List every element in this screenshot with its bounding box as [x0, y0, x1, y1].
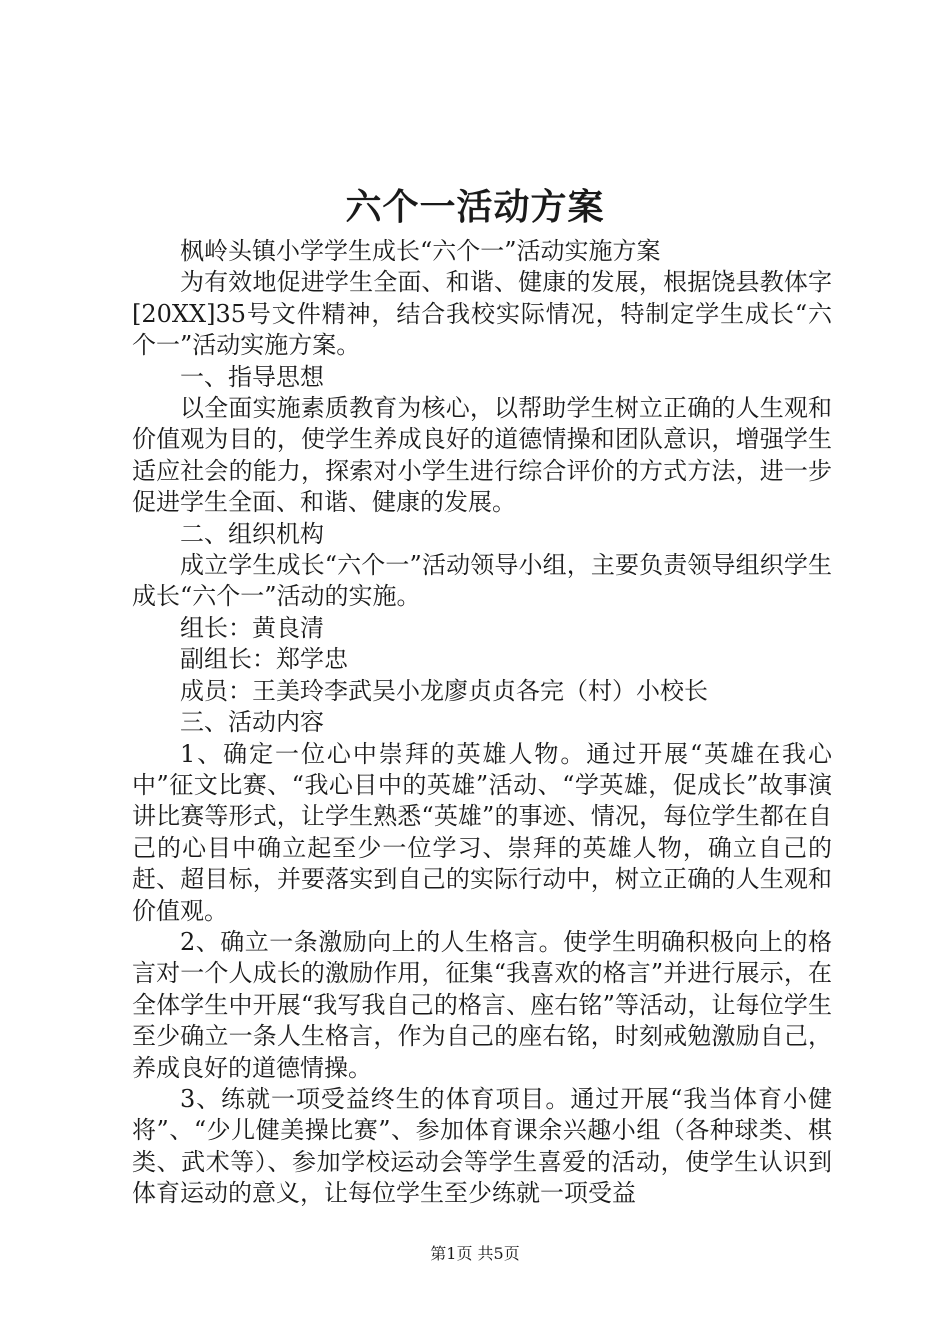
page-footer: 第1页 共5页 [430, 1244, 520, 1263]
paragraph-members: 成员：王美玲李武吴小龙廖贞贞各完（村）小校长 [180, 676, 708, 705]
section-heading-activities: 三、活动内容 [180, 708, 324, 737]
paragraph-activity-2: 2、确立一条激励向上的人生格言。使学生明确积极向上的格言对一个人成长的激励作用，征集“我喜欢的格言”并进行展示，在全体学生中开展“我写我自己的格言、座右铭”等活动，让每位学生至少确立一条人生格言，作为自己的座右铭，时刻戒勉激励自己，养成良好的道德情操。 [132, 927, 832, 1082]
section-heading-organization: 二、组织机构 [180, 519, 324, 548]
paragraph-organization: 成立学生成长“六个一”活动领导小组，主要负责领导组织学生成长“六个一”活动的实施。 [132, 551, 832, 611]
document-body [132, 236, 832, 1210]
paragraph-activity-3: 3、练就一项受益终生的体育项目。通过开展“我当体育小健将”、“少儿健美操比赛”、参加体育课余兴趣小组（各种球类、棋类、武术等）、参加学校运动会等学生喜爱的活动，使学生认识到体育运动的意义，让每位学生至少练就一项受益 [132, 1084, 832, 1208]
page-title: 六个一活动方案 [345, 186, 605, 228]
paragraph-deputy-leader: 副组长：郑学忠 [180, 645, 348, 674]
section-heading-guiding-thought: 一、指导思想 [180, 362, 324, 391]
paragraph-guiding-thought: 以全面实施素质教育为核心，以帮助学生树立正确的人生观和价值观为目的，使学生养成良好的道德情操和团队意识，增强学生适应社会的能力，探索对小学生进行综合评价的方式方法，进一步促进学生全面、和谐、健康的发展。 [132, 394, 832, 517]
paragraph-group-leader: 组长：黄良清 [180, 613, 324, 642]
paragraph-intro: 为有效地促进学生全面、和谐、健康的发展，根据饶县教体字[20XX]35号文件精神，结合我校实际情况，特制定学生成长“六个一”活动实施方案。 [132, 268, 832, 360]
paragraph-subtitle: 枫岭头镇小学学生成长“六个一”活动实施方案 [180, 237, 661, 265]
paragraph-activity-1: 1、确定一位心中崇拜的英雄人物。通过开展“英雄在我心中”征文比赛、“我心目中的英雄”活动、“学英雄，促成长”故事演讲比赛等形式，让学生熟悉“英雄”的事迹、情况，每位学生都在自己的心目中确立起至少一位学习、崇拜的英雄人物，确立自己的赶、超目标，并要落实到自己的实际行动中，树立正确的人生观和价值观。 [132, 739, 832, 925]
